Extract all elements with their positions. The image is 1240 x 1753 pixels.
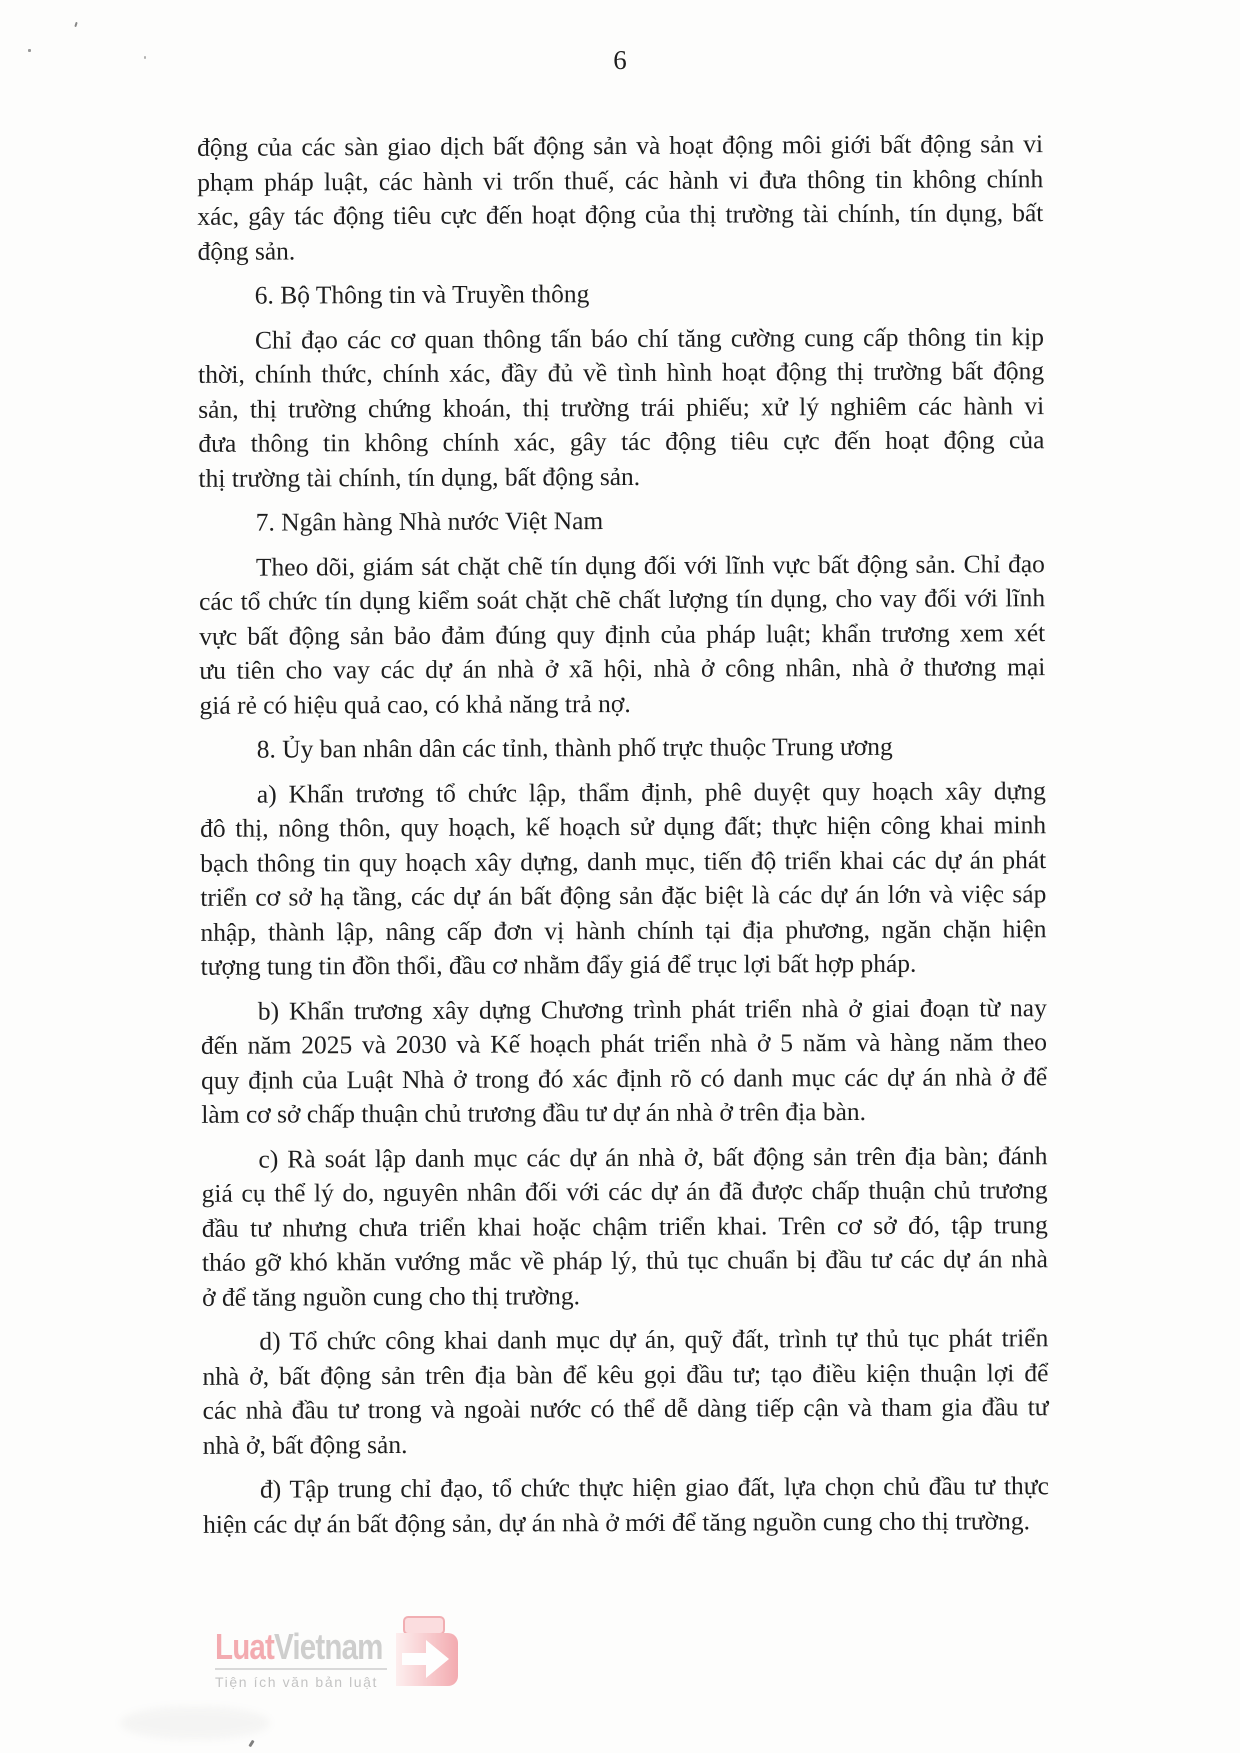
arrow-right-icon [394,1616,458,1686]
scan-speck [74,22,77,27]
scan-smudge [120,1706,270,1740]
text-line: triển cơ sở hạ tầng, các dự án bất động sản đặc biệt là các dự án lớn và việc sáp [200,879,1047,912]
text-line: đầu tư nhưng chưa triển khai hoặc chậm triển khai. Trên cơ sở đó, tập trung [201,1209,1048,1243]
text-line: các tổ chức tín dụng kiểm soát chặt chẽ chất lượng tín dụng, cho vay đối với lĩnh [198,583,1046,616]
scan-speck [144,56,146,59]
text-line: 6. Bộ Thông tin và Truyền thông [254,279,590,310]
paragraph [197,127,1044,269]
text-line: đến năm 2025 và 2030 và Kế hoạch phát triển nhà ở 5 năm và hàng năm theo [200,1027,1048,1060]
text-line: b) Khẩn trương xây dựng Chương trình phát triển nhà ở giai đoạn từ nay [257,992,1047,1026]
document-body [197,127,1049,1552]
paragraph [199,547,1046,723]
watermark-underline [215,1668,387,1670]
text-line: thị trường tài chính, tín dụng, bất động sản. [198,461,641,493]
section-heading [198,275,1044,313]
text-line: thời, chính thức, chính xác, đầy đủ về tình hình hoạt động thị trường bất động [198,356,1045,389]
text-line: bạch thông tin quy hoạch xây dựng, danh mục, tiến độ triển khai các dự án phát [200,844,1047,878]
text-line: đưa thông tin không chính xác, gây tác động tiêu cực đến hoạt động của [198,425,1045,458]
scan-speck [28,49,31,52]
text-line: quy định của Luật Nhà ở trong đó xác định rõ có danh mục các dự án nhà ở để [201,1061,1048,1095]
text-line: tượng tung tin đồn thổi, đầu cơ nhằm đẩy giá để trục lợi bất hợp pháp. [200,948,917,981]
watermark-text [215,1628,401,1691]
text-line: 7. Ngân hàng Nhà nước Việt Nam [255,506,604,537]
text-line: a) Khẩn trương tổ chức lập, thẩm định, phê duyệt quy hoạch xây dựng [256,775,1046,809]
text-line: ưu tiên cho vay các dự án nhà ở xã hội, nhà ở công nhân, nhà ở thương mại [199,652,1046,685]
text-line: d) Tổ chức công khai danh mục dự án, quỹ đất, trình tự thủ tục phát triển [259,1323,1049,1356]
text-line: sản, thị trường chứng khoán, thị trường trái phiếu; xử lý nghiêm các hành vi [198,390,1045,424]
text-line: đ) Tập trung chỉ đạo, tổ chức thực hiện giao đất, lựa chọn chủ đầu tư thực [259,1471,1049,1504]
text-line: vực bất động sản bảo đảm đúng quy định của pháp luật; khẩn trương xem xét [199,617,1046,651]
luatvietnam-watermark [215,1628,475,1708]
text-line: hiện các dự án bất động sản, dự án nhà ở mới để tăng nguồn cung cho thị trường. [203,1505,1031,1539]
section-heading [200,729,1046,767]
text-line: nhập, thành lập, nâng cấp đơn vị hành chính tại địa phương, ngăn chặn hiện [200,913,1047,947]
watermark-brand [215,1626,383,1667]
text-line: ở để tăng nguồn cung cho thị trường. [202,1280,581,1312]
paragraph [201,1139,1048,1315]
paragraph [203,1469,1049,1542]
text-line: đô thị, nông thôn, quy hoạch, kế hoạch sử dụng đất; thực hiện công khai minh [199,810,1047,843]
text-line: phạm pháp luật, các hành vi trốn thuế, các hành vi đưa thông tin không chính [197,163,1044,197]
watermark-brand-luat: Luat [215,1626,275,1667]
text-line: tháo gỡ khó khăn vướng mắc về pháp lý, thủ tục chuẩn bị đầu tư các dự án nhà [201,1244,1048,1277]
paragraph [200,774,1047,985]
text-line: 8. Ủy ban nhân dân các tỉnh, thành phố trực thuộc Trung ương [256,731,893,764]
text-line: nhà ở, bất động sản trên địa bàn để kêu gọi đầu tư; tạo điều kiện thuận lợi để [202,1357,1049,1391]
text-line: giá cụ thể lý do, nguyên nhân đối với các dự án đã được chấp thuận chủ trương [201,1175,1048,1208]
page-number: 6 [613,45,627,75]
text-line: động của các sàn giao dịch bất động sản và hoạt động môi giới bất động sản vi [197,129,1044,162]
watermark-tagline: Tiện ích văn bản luật [215,1674,379,1690]
paragraph [201,991,1048,1133]
text-line: giá rẻ có hiệu quả cao, có khả năng trả nợ. [199,688,631,720]
scan-speck [248,1740,254,1748]
paragraph [198,320,1045,496]
paragraph [202,1321,1049,1463]
text-line: các nhà đầu tư trong và ngoài nước có thể dễ dàng tiếp cận và tham gia đầu tư [202,1392,1049,1425]
text-line: Chỉ đạo các cơ quan thông tấn báo chí tăng cường cung cấp thông tin kịp [254,321,1044,355]
text-line: nhà ở, bất động sản. [202,1429,408,1460]
text-line: c) Rà soát lập danh mục các dự án nhà ở, bất động sản trên địa bàn; đánh [258,1140,1048,1174]
text-line: động sản. [197,235,296,266]
text-line: Theo dõi, giám sát chặt chẽ tín dụng đối với lĩnh vực bất động sản. Chỉ đạo [255,548,1045,582]
section-heading [199,502,1045,540]
text-line: làm cơ sở chấp thuận chủ trương đầu tư dự án nhà ở trên địa bàn. [201,1096,867,1129]
watermark-brand-vietnam: Vietnam [274,1626,383,1667]
text-line: xác, gây tác động tiêu cực đến hoạt động của thị trường tài chính, tín dụng, bất [197,198,1044,231]
